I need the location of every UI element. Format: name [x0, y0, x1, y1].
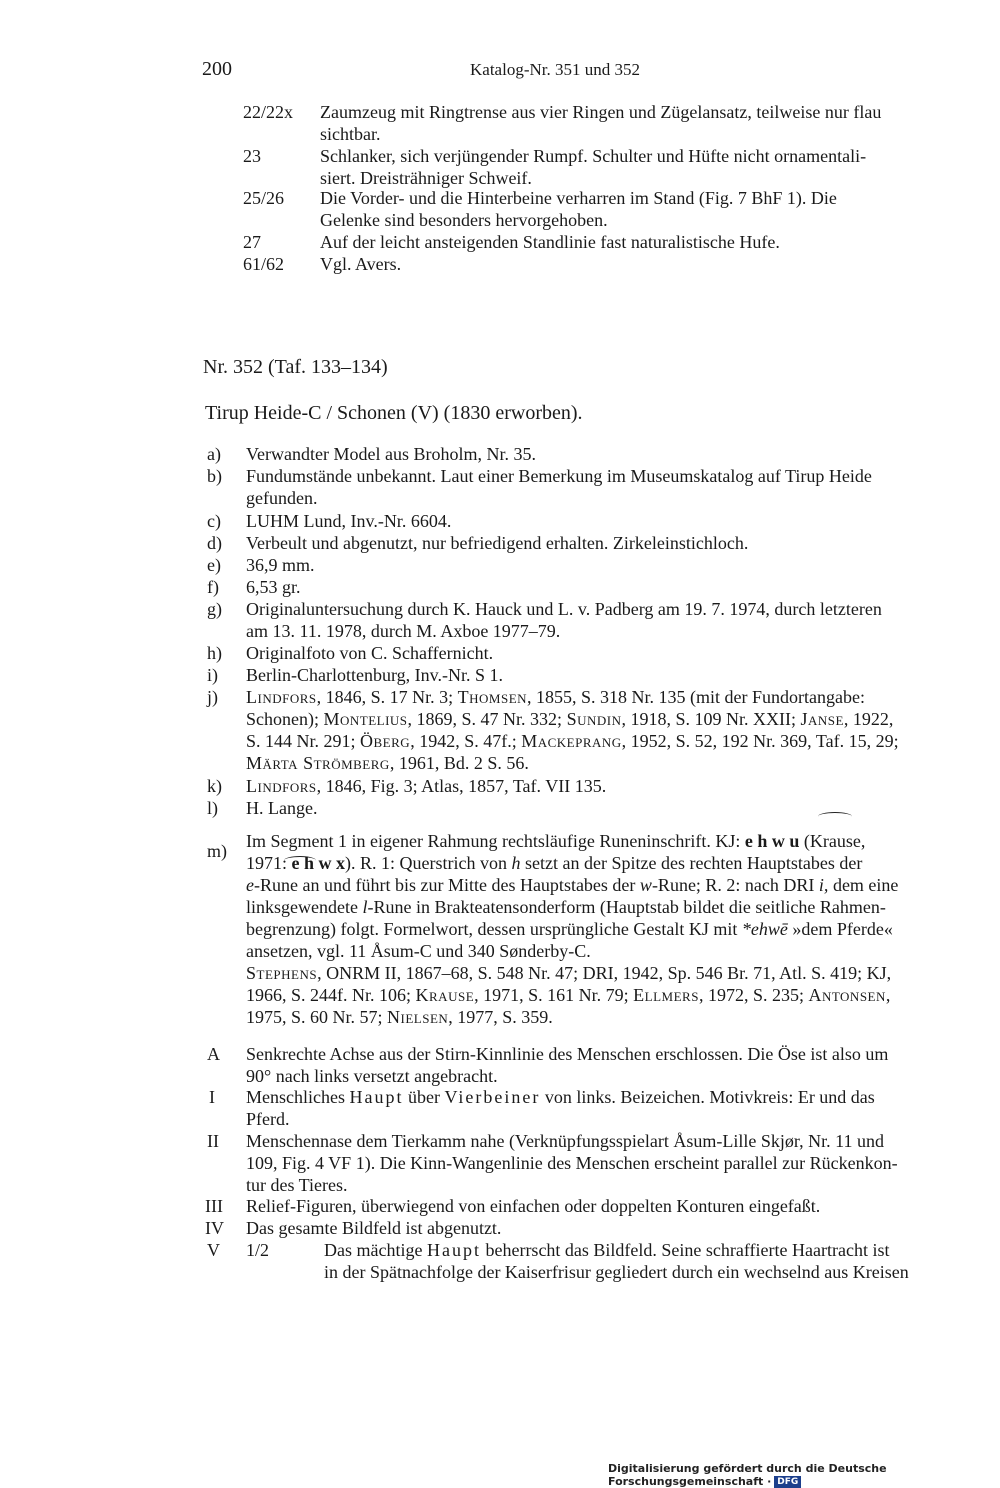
- text-m-line8: [246, 984, 890, 1006]
- body-text: Menschliches: [246, 1087, 350, 1107]
- label-A: A: [207, 1044, 220, 1064]
- page-number: 200: [202, 58, 232, 80]
- citation-text: , 1922,: [843, 709, 894, 729]
- author-name: Krause: [415, 985, 475, 1005]
- label-b: b): [207, 466, 222, 486]
- citation-text: , ONRM II, 1867–68, S. 548 Nr. 47; DRI, 1942, Sp. 546 Br. 71, Atl. S. 419; KJ,: [317, 963, 892, 983]
- entry-label-23: 23: [243, 146, 261, 166]
- label-m: m): [207, 841, 227, 861]
- author-name: Lindfors: [246, 687, 317, 707]
- author-name: Nielsen: [387, 1007, 449, 1027]
- body-text: »dem Pferde«: [787, 919, 893, 939]
- label-V: V: [207, 1240, 220, 1260]
- text-m-line3: [246, 874, 898, 896]
- text-m-line1: [246, 830, 865, 852]
- label-I: I: [209, 1087, 215, 1107]
- label-h: h): [207, 643, 222, 663]
- author-name: Stephens: [246, 963, 318, 983]
- text-m-line4: [246, 896, 886, 918]
- text-l-line1: H. Lange.: [246, 798, 318, 818]
- text-f-line1: 6,53 gr.: [246, 577, 301, 597]
- author-name: Antonsen: [808, 985, 886, 1005]
- italic-rune: l: [362, 897, 368, 917]
- text-e-line1: 36,9 mm.: [246, 555, 315, 575]
- text-m-line9: [246, 1006, 553, 1028]
- running-title: Katalog-Nr. 351 und 352: [470, 60, 640, 79]
- label-d: d): [207, 533, 222, 553]
- italic-rune: i,: [818, 875, 829, 895]
- body-text: von links. Beizeichen. Motivkreis: Er und das: [540, 1087, 875, 1107]
- footer-text: Digitalisierung gefördert durch die Deutsche Forschungsgemeinschaft ·: [608, 1462, 887, 1488]
- text-I-line1: [246, 1086, 875, 1108]
- body-text: Das mächtige: [324, 1240, 427, 1260]
- entry-text-22-line2: sichtbar.: [320, 124, 381, 144]
- author-name: Montelius: [323, 709, 408, 729]
- text-V-line1: [324, 1239, 889, 1261]
- citation-text: ,: [885, 985, 891, 1005]
- label-g: g): [207, 599, 222, 619]
- text-II-line1: Menschennase dem Tierkamm nahe (Verknüpfungsspielart Åsum-Lille Skjør, Nr. 11 und: [246, 1131, 885, 1151]
- body-text: -Rune an und führt bis zur Mitte des Hauptstabes der: [254, 875, 640, 895]
- label-l: l): [207, 798, 218, 818]
- citation-text: , 1846, S. 17 Nr. 3;: [316, 687, 458, 707]
- entry-text-23-line2: siert. Dreisträhniger Schweif.: [320, 168, 532, 188]
- entry-text-25-line1: Die Vorder- und die Hinterbeine verharren im Stand (Fig. 7 BhF 1). Die: [320, 188, 837, 208]
- label-a: a): [207, 444, 221, 464]
- citation-text: 1975, S. 60 Nr. 57;: [246, 1007, 388, 1027]
- citation-text: , 1869, S. 47 Nr. 332;: [407, 709, 567, 729]
- label-II: II: [207, 1131, 219, 1151]
- text-j-line2: [246, 708, 893, 730]
- citation-text: , 1855, S. 318 Nr. 135 (mit der Fundortangabe:: [527, 687, 865, 707]
- text-d-line1: Verbeult und abgenutzt, nur befriedigend erhalten. Zirkeleinstichloch.: [246, 533, 749, 553]
- label-i: i): [207, 665, 218, 685]
- body-text: beherrscht das Bildfeld. Seine schraffierte Haartracht ist: [480, 1240, 890, 1260]
- citation-text: , 1952, S. 52, 192 Nr. 369, Taf. 15, 29;: [621, 731, 899, 751]
- body-text: setzt an der Spitze des rechten Hauptstabes der: [520, 853, 863, 873]
- author-name: Ellmers: [633, 985, 699, 1005]
- italic-rune: h: [511, 853, 521, 873]
- italic-word: *ehwē: [741, 919, 788, 939]
- body-text: 1971:: [246, 853, 292, 873]
- spaced-term: Vierbeiner: [444, 1087, 541, 1107]
- author-name: Sundin: [566, 709, 622, 729]
- text-I-line2: Pferd.: [246, 1109, 290, 1129]
- body-text: ). R. 1: Querstrich von: [345, 853, 512, 873]
- text-V-line2: in der Spätnachfolge der Kaiserfrisur gegliedert durch ein wechselnd aus Kreisen: [324, 1262, 909, 1282]
- text-m-line2: [246, 852, 862, 874]
- citation-text: , 1971, S. 161 Nr. 79;: [474, 985, 634, 1005]
- citation-text: Schonen);: [246, 709, 324, 729]
- text-II-line2: 109, Fig. 4 VF 1). Die Kinn-Wangenlinie des Menschen erscheint parallel zur Rückenkon-: [246, 1153, 898, 1173]
- author-name: Thomsen: [457, 687, 528, 707]
- entry-text-27-line1: Auf der leicht ansteigenden Standlinie fast naturalistische Hufe.: [320, 232, 780, 252]
- text-h-line1: Originalfoto von C. Schaffernicht.: [246, 643, 494, 663]
- spaced-term: Haupt: [349, 1087, 404, 1107]
- text-g-line1: Originaluntersuchung durch K. Hauck und L. v. Padberg am 19. 7. 1974, durch letzteren: [246, 599, 882, 619]
- entry-text-61-line1: Vgl. Avers.: [320, 254, 402, 274]
- text-b-line2: gefunden.: [246, 488, 318, 508]
- rune-ligature-arc: [818, 812, 852, 821]
- citation-text: 1966, S. 244f. Nr. 106;: [246, 985, 416, 1005]
- italic-rune: e: [246, 875, 254, 895]
- author-name: Märta Strömberg: [246, 753, 390, 773]
- entry-label-27: 27: [243, 232, 261, 252]
- text-m-line7: [246, 962, 891, 984]
- spaced-term: Haupt: [426, 1240, 481, 1260]
- section-title: Tirup Heide-C / Schonen (V) (1830 erworben).: [205, 402, 583, 424]
- rune-transliteration: e h w u: [744, 831, 800, 851]
- text-II-line3: tur des Tieres.: [246, 1175, 348, 1195]
- citation-text: S. 144 Nr. 291;: [246, 731, 361, 751]
- dfg-logo: DFG: [774, 1476, 801, 1488]
- text-IV-line1: Das gesamte Bildfeld ist abgenutzt.: [246, 1218, 502, 1238]
- text-k-line1: [246, 775, 606, 797]
- label-e: e): [207, 555, 221, 575]
- text-A-line2: 90° nach links versetzt angebracht.: [246, 1066, 498, 1086]
- entry-label-61: 61/62: [243, 254, 285, 274]
- entry-text-25-line2: Gelenke sind besonders hervorgehoben.: [320, 210, 608, 230]
- label-c: c): [207, 511, 221, 531]
- label-j: j): [207, 687, 218, 707]
- text-c-line1: LUHM Lund, Inv.-Nr. 6604.: [246, 511, 452, 531]
- entry-label-25: 25/26: [243, 188, 285, 208]
- body-text: (Krause,: [799, 831, 866, 851]
- italic-rune: w: [639, 875, 652, 895]
- entry-text-22-line1: Zaumzeug mit Ringtrense aus vier Ringen und Zügelansatz, teilweise nur flau: [320, 102, 882, 122]
- body-text: dem eine: [828, 875, 899, 895]
- citation-text: , 1972, S. 235;: [698, 985, 809, 1005]
- body-text: -Rune in Brakteatensonderform (Hauptstab bildet die seitliche Rahmen-: [367, 897, 886, 917]
- author-name: Janse: [800, 709, 844, 729]
- entry-text-23-line1: Schlanker, sich verjüngender Rumpf. Schulter und Hüfte nicht ornamentali-: [320, 146, 867, 166]
- citation-text: , 1961, Bd. 2 S. 56.: [389, 753, 529, 773]
- author-name: Mackeprang: [521, 731, 622, 751]
- section-number: Nr. 352 (Taf. 133–134): [203, 356, 388, 378]
- citation-text: , 1918, S. 109 Nr. XXII;: [621, 709, 801, 729]
- text-j-line1: [246, 686, 865, 708]
- text-a-line1: Verwandter Model aus Broholm, Nr. 35.: [246, 444, 536, 464]
- text-j-line4: [246, 752, 529, 774]
- text-b-line1: Fundumstände unbekannt. Laut einer Bemerkung im Museumskatalog auf Tirup Heide: [246, 466, 872, 486]
- text-j-line3: [246, 730, 899, 752]
- author-name: Öberg: [360, 731, 411, 751]
- label-f: f): [207, 577, 219, 597]
- label-V-sub: 1/2: [246, 1240, 270, 1260]
- text-i-line1: Berlin-Charlottenburg, Inv.-Nr. S 1.: [246, 665, 503, 685]
- citation-text: , 1942, S. 47f.;: [410, 731, 522, 751]
- text-g-line2: am 13. 11. 1978, durch M. Axboe 1977–79.: [246, 621, 561, 641]
- text-m-line5: [246, 918, 893, 940]
- author-name: Lindfors: [246, 776, 317, 796]
- rune-transliteration: e h w x: [291, 853, 346, 873]
- body-text: Im Segment 1 in eigener Rahmung rechtsläufige Runeninschrift. KJ:: [246, 831, 745, 851]
- body-text: linksgewendete: [246, 897, 363, 917]
- body-text: über: [403, 1087, 445, 1107]
- text-A-line1: Senkrechte Achse aus der Stirn-Kinnlinie des Menschen erschlossen. Die Öse ist also um: [246, 1044, 889, 1064]
- body-text: -Rune; R. 2: nach DRI: [651, 875, 819, 895]
- text-III-line1: Relief-Figuren, überwiegend von einfachen oder doppelten Konturen eingefaßt.: [246, 1196, 821, 1216]
- citation-text: , 1846, Fig. 3; Atlas, 1857, Taf. VII 135.: [316, 776, 607, 796]
- body-text: begrenzung) folgt. Formelwort, dessen ursprüngliche Gestalt KJ mit: [246, 919, 742, 939]
- digitization-footer: [608, 1462, 1000, 1488]
- text-m-line6: ansetzen, vgl. 11 Åsum-C und 340 Sønderby-C.: [246, 941, 591, 961]
- citation-text: , 1977, S. 359.: [448, 1007, 553, 1027]
- label-k: k): [207, 776, 222, 796]
- label-IV: IV: [205, 1218, 224, 1238]
- label-III: III: [205, 1196, 223, 1216]
- entry-label-22: 22/22x: [243, 102, 294, 122]
